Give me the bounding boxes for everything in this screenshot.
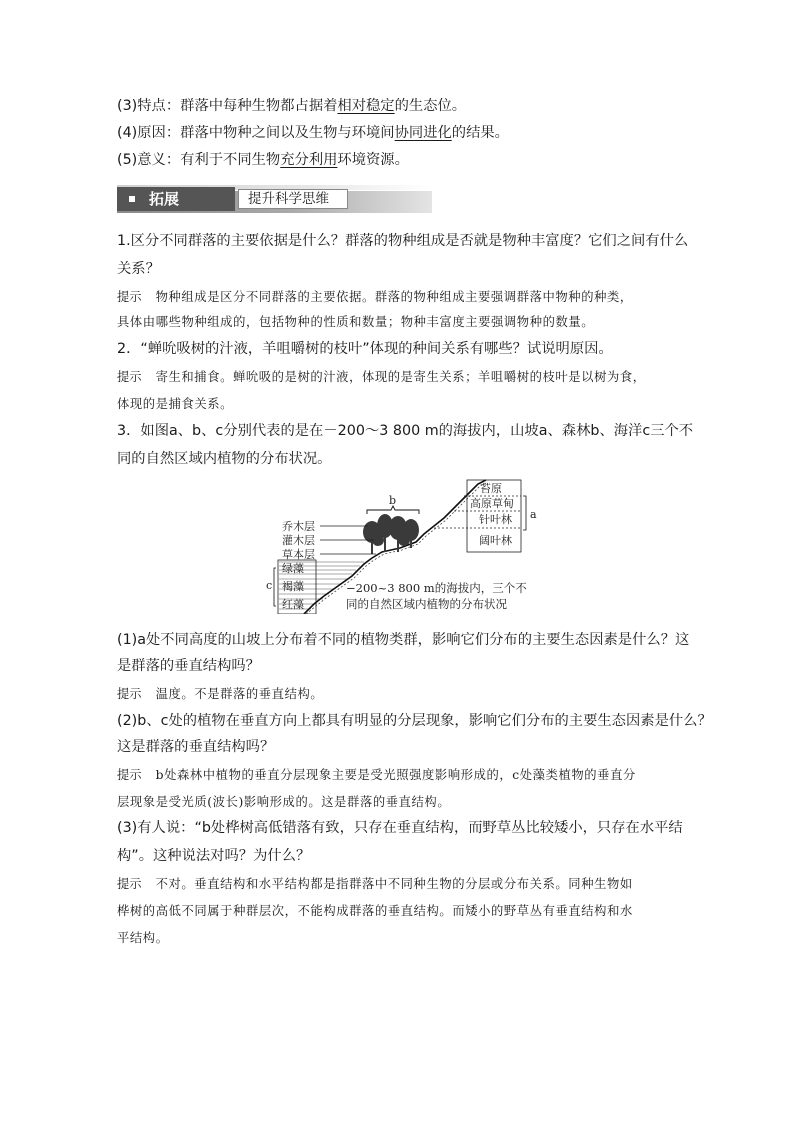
label-broadleaf-forest: 阔叶林	[479, 534, 512, 547]
hint-label: 提示	[117, 687, 142, 701]
banner-title: 拓展	[149, 190, 180, 208]
sub-question-2-line-2: 这是群落的垂直结构吗？	[117, 739, 275, 755]
hint-2-line-2: 体现的是捕食关系。	[117, 397, 234, 411]
forest-trees	[363, 514, 419, 554]
hint-sub3-line-3: 平结构。	[117, 931, 169, 945]
label-a: a	[530, 508, 537, 521]
hint-sub1	[117, 684, 323, 704]
hint-label: 提示	[117, 877, 142, 891]
question-3-line-2: 同的自然区域内植物的分布状况。	[117, 451, 332, 467]
label-c: c	[266, 579, 273, 592]
sub-question-1-line-1: (1)a处不同高度的山坡上分布着不同的植物类群，影响它们分布的主要生态因素是什么？这	[117, 632, 690, 648]
brace-b	[367, 506, 419, 514]
intro-cause-end: 的结果。	[451, 125, 509, 141]
hint-label: 提示	[117, 370, 142, 384]
banner-subtitle: 提升科学思维	[248, 191, 329, 207]
underlined-term: 协同进化	[394, 125, 452, 141]
label-b: b	[389, 494, 397, 507]
intro-cause	[117, 123, 509, 143]
section-banner	[117, 185, 432, 213]
intro-cause-text: (4)原因：群落中物种之间以及生物与环境间	[117, 125, 395, 141]
hint-text: 寄生和捕食。蝉吮吸的是树的汁液，体现的是寄生关系；羊咀嚼树的枝叶是以树为食，	[155, 370, 646, 384]
label-shrub-layer: 灌木层	[282, 534, 315, 547]
brace-a	[523, 496, 526, 530]
label-red-algae: 红藻	[282, 598, 304, 611]
question-1-line-2: 关系？	[117, 261, 160, 277]
underlined-term: 相对稳定	[337, 98, 395, 114]
hint-sub3-line-1	[117, 874, 633, 894]
figure-caption-line-1: −200~3 800 m的海拔内，三个不	[346, 581, 527, 595]
hint-text: 温度。不是群落的垂直结构。	[155, 687, 324, 701]
figure-svg	[264, 478, 546, 614]
brace-c	[274, 568, 276, 606]
sub-question-2-line-1: (2)b、c处的植物在垂直方向上都具有明显的分层现象，影响它们分布的主要生态因素是什么？	[117, 713, 712, 729]
label-tree-layer: 乔木层	[282, 520, 315, 533]
label-alpine-meadow: 高原草甸	[470, 497, 514, 510]
label-tundra: 苔原	[480, 482, 502, 495]
label-coniferous-forest: 针叶林	[479, 513, 512, 526]
intro-meaning-end: 环境资源。	[337, 152, 409, 168]
hint-text: 不对。垂直结构和水平结构都是指群落中不同种生物的分层或分布关系。同种生物如	[155, 877, 633, 891]
hint-text: 物种组成是区分不同群落的主要依据。群落的物种组成主要强调群落中物种的种类，	[155, 290, 633, 304]
square-bullet-icon	[129, 196, 135, 202]
sub-question-1-line-2: 是群落的垂直结构吗？	[117, 658, 260, 674]
intro-meaning	[117, 150, 409, 170]
underlined-term: 充分利用	[280, 152, 338, 168]
sub-question-3-line-1: (3)有人说：“b处桦树高低错落有致，只存在垂直结构，而野草丛比较矮小，只存在水平结	[117, 820, 683, 836]
question-2: 2．“蝉吮吸树的汁液，羊咀嚼树的枝叶”体现的种间关系有哪些？试说明原因。	[117, 341, 613, 357]
hint-1-line-1	[117, 287, 633, 307]
label-green-algae: 绿藻	[282, 562, 304, 575]
intro-feature	[117, 96, 466, 116]
label-herb-layer: 草本层	[282, 548, 315, 561]
intro-feature-end: 的生态位。	[394, 98, 467, 114]
hint-sub3-line-2: 桦树的高低不同属于种群层次，不能构成群落的垂直结构。而矮小的野草丛有垂直结构和水	[117, 904, 633, 918]
question-1-line-1: 1.区分不同群落的主要依据是什么？群落的物种组成是否就是物种丰富度？它们之间有什么	[117, 233, 689, 249]
question-3-line-1: 3．如图a、b、c分别代表的是在－200～3 800 m的海拔内，山坡a、森林b、海洋c三个不	[117, 423, 694, 439]
figure-caption-line-2: 同的自然区域内植物的分布状况	[346, 597, 507, 611]
intro-meaning-text: (5)意义：有利于不同生物	[117, 152, 281, 168]
hint-label: 提示	[117, 768, 142, 782]
hint-sub2-line-1	[117, 765, 636, 785]
altitude-distribution-figure	[264, 478, 546, 614]
hint-1-line-2: 具体由哪些物种组成的，包括物种的性质和数量；物种丰富度主要强调物种的数量。	[117, 315, 595, 329]
hint-sub2-line-2: 层现象是受光质(波长)影响形成的。这是群落的垂直结构。	[117, 795, 451, 809]
hint-2-line-1	[117, 367, 646, 387]
sub-question-3-line-2: 构”。这种说法对吗？为什么？	[117, 848, 311, 864]
label-brown-algae: 褐藻	[282, 580, 304, 593]
hint-text: b处森林中植物的垂直分层现象主要是受光照强度影响形成的，c处藻类植物的垂直分	[155, 768, 636, 782]
hint-label: 提示	[117, 290, 142, 304]
intro-feature-text: (3)特点：群落中每种生物都占据着	[117, 98, 338, 114]
